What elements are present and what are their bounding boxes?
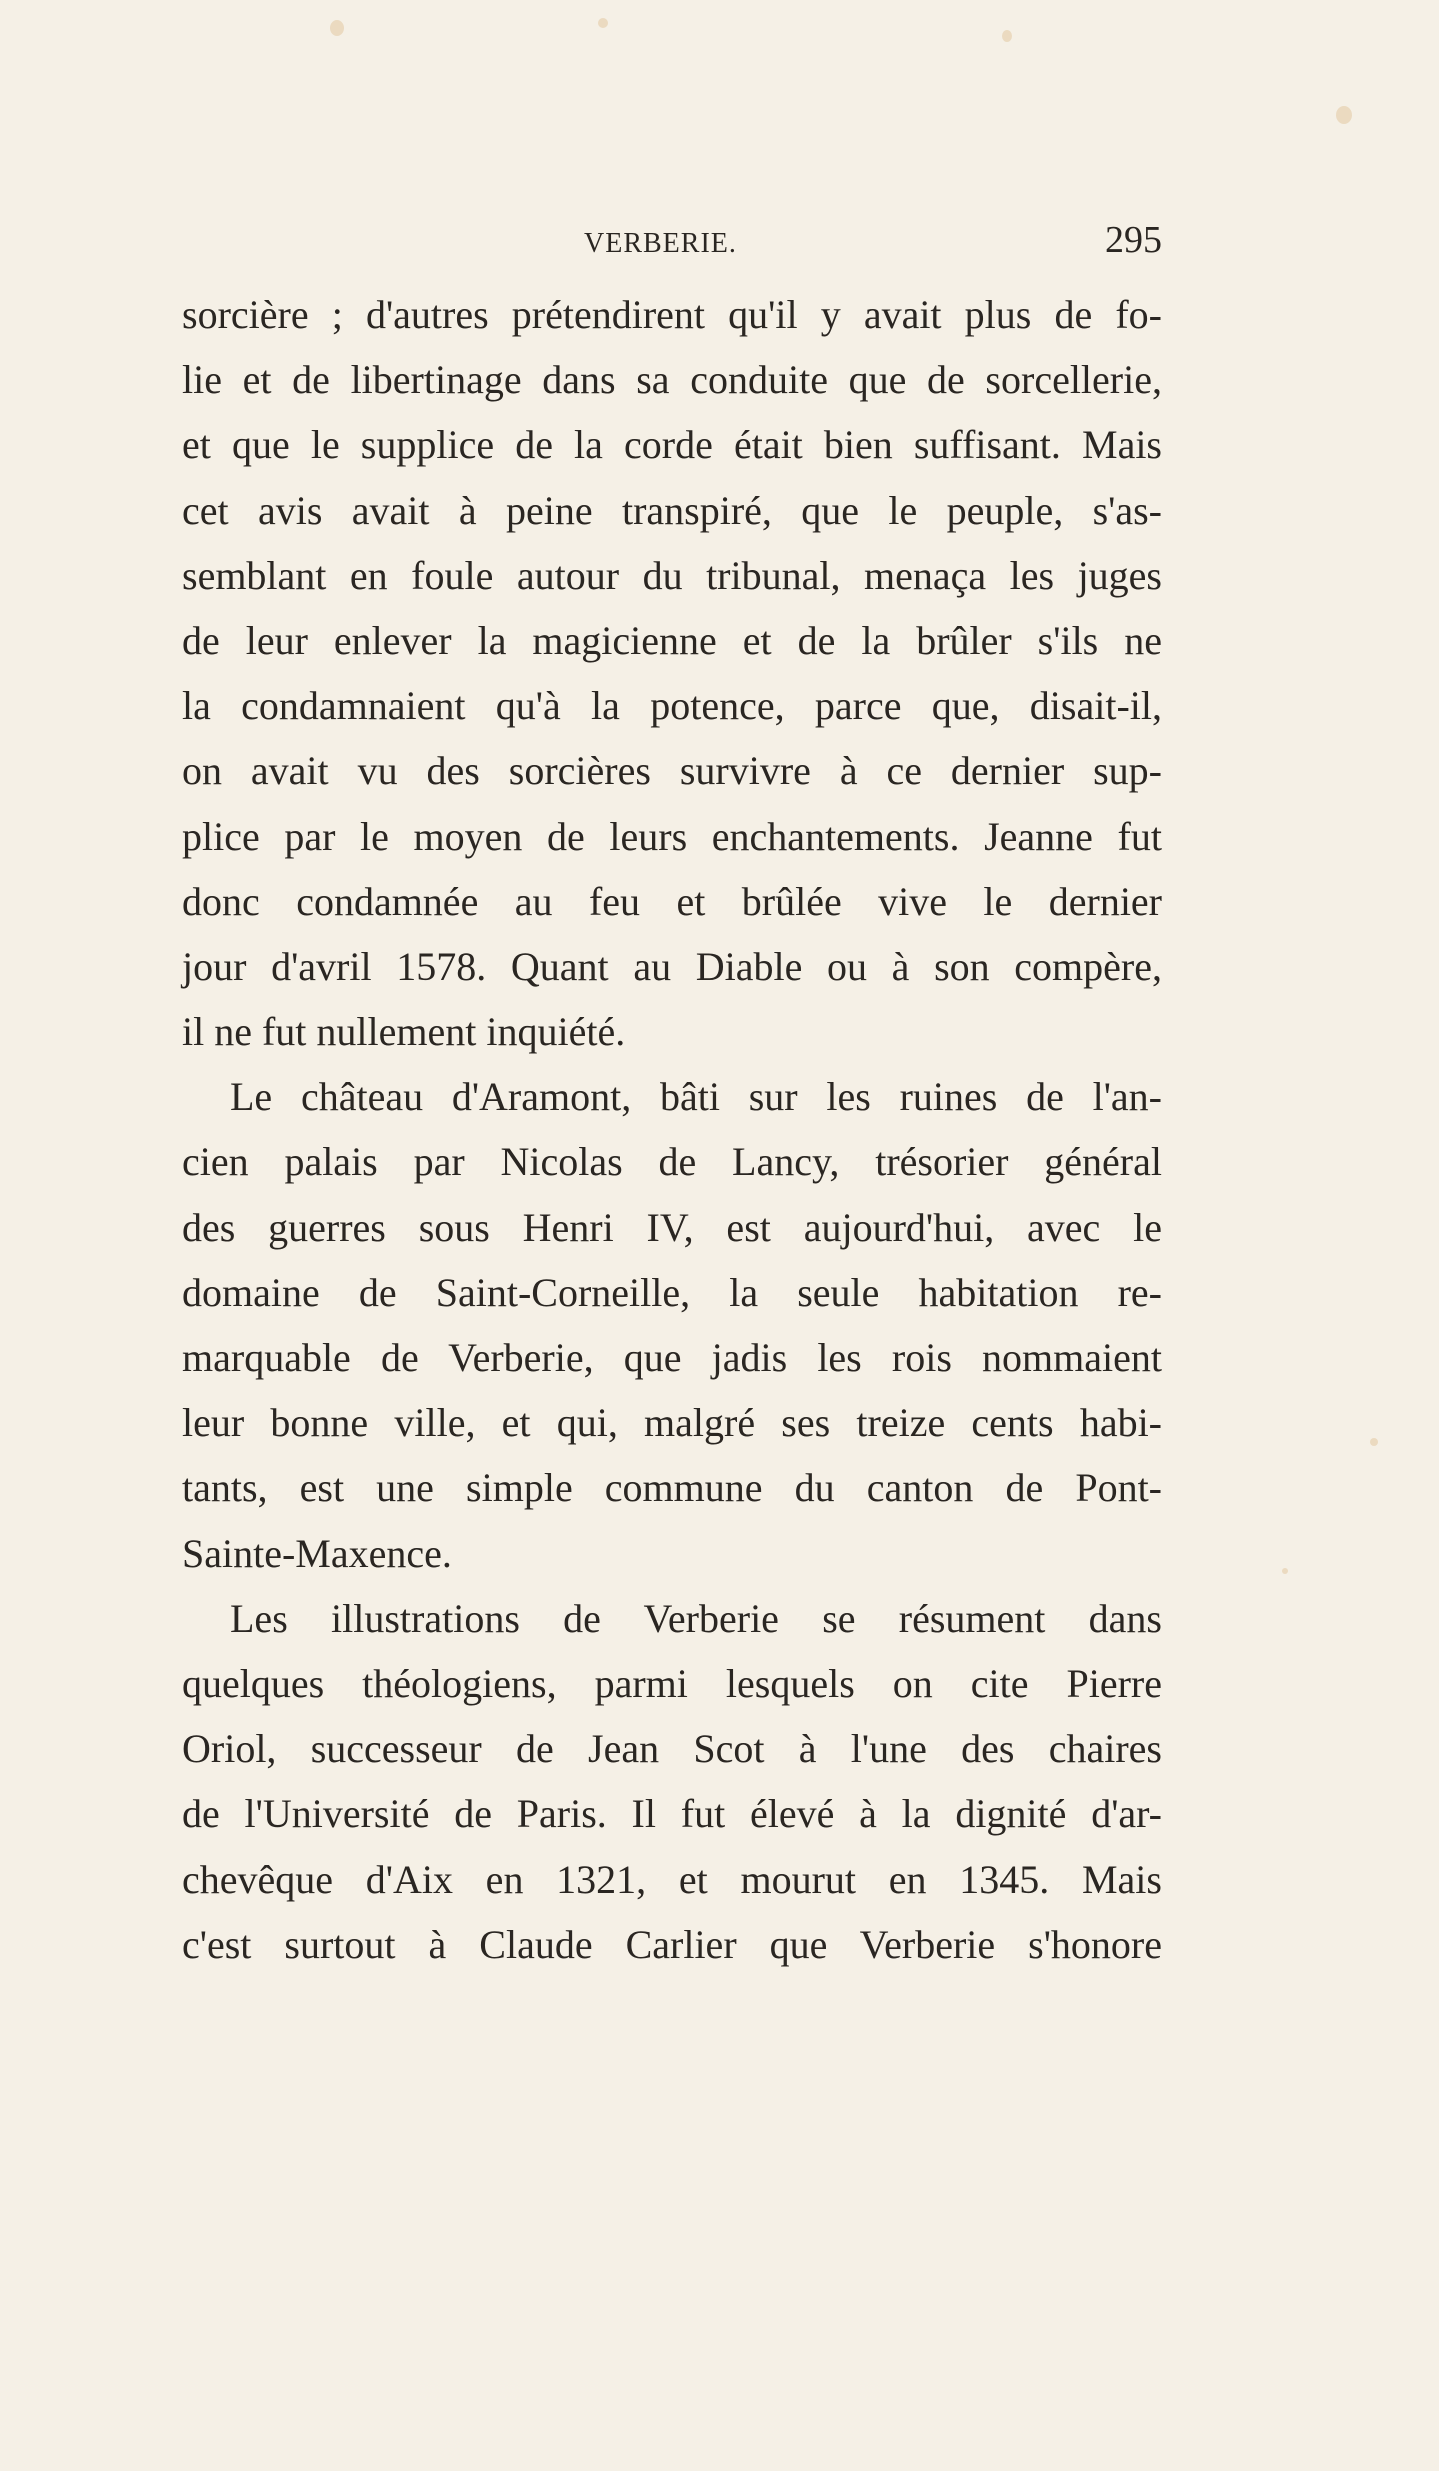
text-line: donc condamnée au feu et brûlée vive le dernier [182, 878, 1162, 924]
text-line: de l'Université de Paris. Il fut élevé à la dignité d'ar- [182, 1791, 1162, 1837]
foxing-spot [598, 18, 608, 28]
text-line: cet avis avait à peine transpiré, que le peuple, s'as- [182, 487, 1162, 533]
text-line: c'est surtout à Claude Carlier que Verberie s'honore [182, 1921, 1162, 1967]
text-line: domaine de Saint-Corneille, la seule habitation re- [182, 1269, 1162, 1315]
text-line: et que le supplice de la corde était bien suffisant. Mais [182, 422, 1162, 468]
foxing-spot [1002, 30, 1012, 42]
text-line: Sainte-Maxence. [182, 1530, 452, 1576]
text-line: il ne fut nullement inquiété. [182, 1009, 626, 1055]
paragraph-1 [182, 282, 1162, 1064]
text-line: tants, est une simple commune du canton de Pont- [182, 1465, 1162, 1511]
text-line: sorcière ; d'autres prétendirent qu'il y avait plus de fo- [182, 292, 1162, 337]
text-line: jour d'avril 1578. Quant au Diable ou à son compère, [182, 943, 1162, 989]
foxing-spot [1370, 1438, 1378, 1446]
foxing-spot [1336, 106, 1352, 124]
page-number: 295 [1105, 219, 1162, 261]
text-line: on avait vu des sorcières survivre à ce dernier sup- [182, 748, 1162, 794]
text-line: Les illustrations de Verberie se résument dans [230, 1595, 1162, 1641]
paragraph-2 [182, 1064, 1162, 1586]
text-line: semblant en foule autour du tribunal, menaça les juges [182, 552, 1162, 598]
text-line: plice par le moyen de leurs enchantements. Jeanne fut [182, 813, 1162, 859]
running-head [182, 218, 1162, 268]
text-line: des guerres sous Henri IV, est aujourd'hui, avec le [182, 1204, 1162, 1250]
paragraph-3 [182, 1586, 1162, 1977]
text-line: de leur enlever la magicienne et de la brûler s'ils ne [182, 617, 1162, 663]
text-line: la condamnaient qu'à la potence, parce que, disait-il, [182, 683, 1162, 729]
text-line: Oriol, successeur de Jean Scot à l'une des chaires [182, 1726, 1162, 1772]
foxing-spot [1282, 1568, 1288, 1574]
running-title: VERBERIE. [584, 228, 737, 259]
text-line: quelques théologiens, parmi lesquels on cite Pierre [182, 1660, 1162, 1706]
text-line: cien palais par Nicolas de Lancy, trésorier général [182, 1139, 1162, 1185]
text-line: chevêque d'Aix en 1321, et mourut en 1345. Mais [182, 1856, 1162, 1902]
text-line: leur bonne ville, et qui, malgré ses treize cents habi- [182, 1400, 1162, 1446]
body-text [182, 282, 1162, 1977]
text-line: lie et de libertinage dans sa conduite que de sorcellerie, [182, 357, 1162, 403]
foxing-spot [330, 20, 344, 36]
text-line: marquable de Verberie, que jadis les rois nommaient [182, 1335, 1162, 1380]
text-line: Le château d'Aramont, bâti sur les ruines de l'an- [230, 1074, 1162, 1120]
